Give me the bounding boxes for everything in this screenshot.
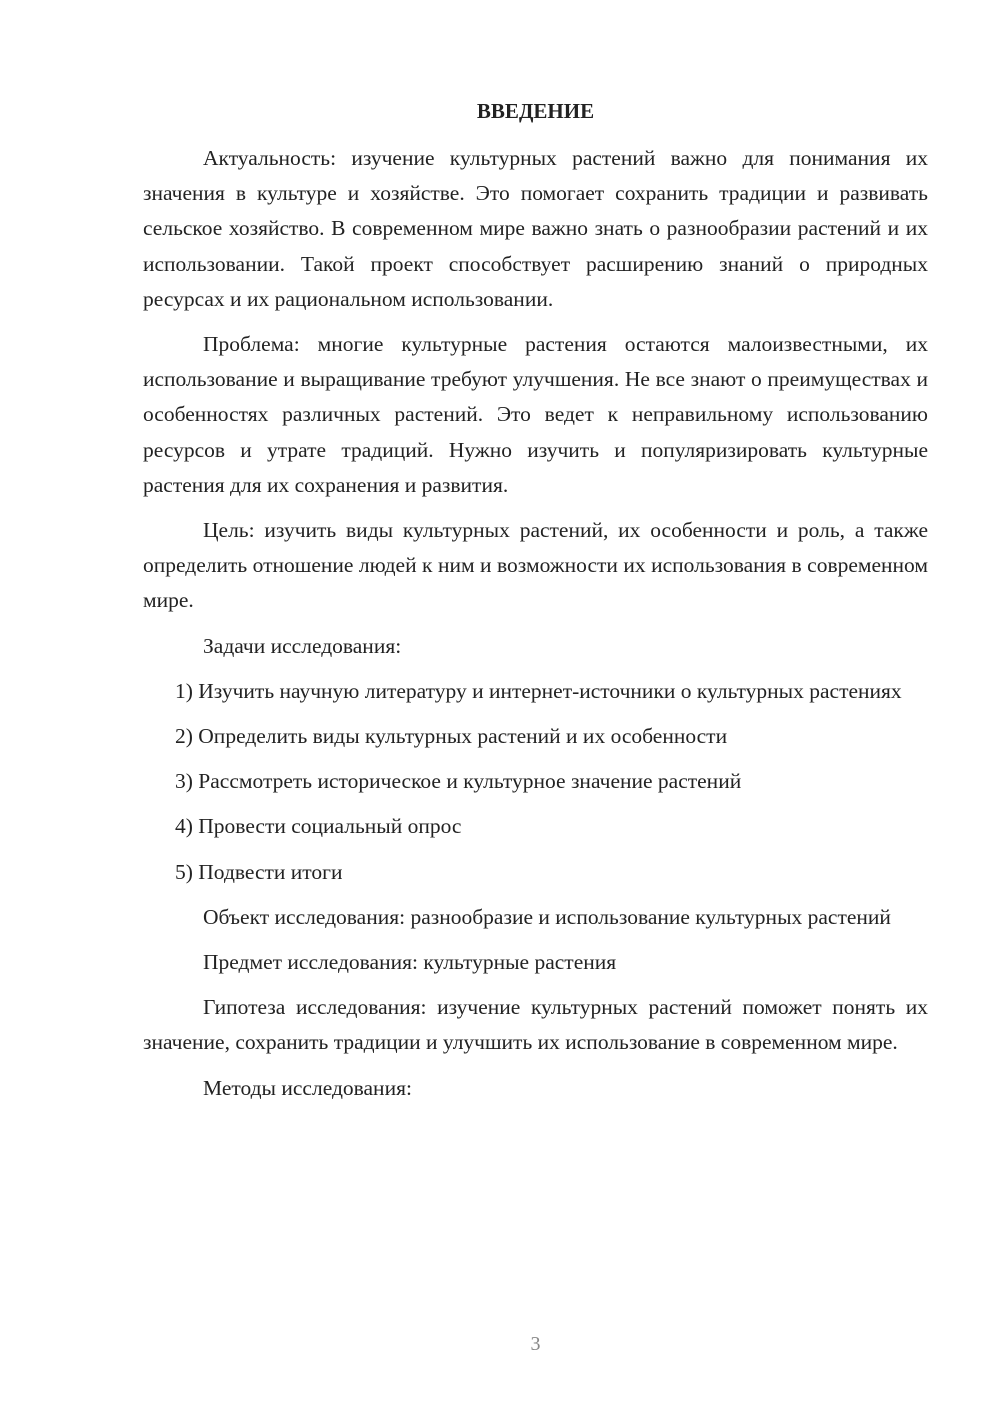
task-item-5: 5) Подвести итоги xyxy=(175,859,343,884)
paragraph-object: Объект исследования: разнообразие и использование культурных растений xyxy=(203,904,891,929)
paragraph-relevance: Актуальность: изучение культурных растений важно для понимания их значения в культуре и хозяйстве. Это помогает сохранить традиции и развивать сельское хозяйство. В современном мире важно знать о разнообразии растений и их использовании. Такой проект способствует расширению знаний о природных ресурсах и их рациональном использовании. xyxy=(143,146,928,311)
task-item-2: 2) Определить виды культурных растений и их особенности xyxy=(175,724,728,749)
paragraph-subject: Предмет исследования: культурные растения xyxy=(203,950,617,975)
page-title: ВВЕДЕНИЕ xyxy=(476,99,595,123)
paragraph-problem: Проблема: многие культурные растения остаются малоизвестными, их использование и выращивание требуют улучшения. Не все знают о преимуществах и особенностях различных растений. Это ведет к неправильному использованию ресурсов и утрате традиций. Нужно изучить и популяризировать культурные растения для их сохранения и развития. xyxy=(143,332,928,497)
task-item-3: 3) Рассмотреть историческое и культурное значение растений xyxy=(175,769,742,794)
document-page xyxy=(143,0,928,1414)
paragraph-hypothesis: Гипотеза исследования: изучение культурных растений поможет понять их значение, сохранить традиции и улучшить их использование в современном мире. xyxy=(143,995,928,1055)
task-item-1: 1) Изучить научную литературу и интернет-источники о культурных растениях xyxy=(175,678,902,703)
paragraph-methods: Методы исследования: xyxy=(203,1075,412,1100)
paragraph-tasks-heading: Задачи исследования: xyxy=(203,633,402,658)
document-body xyxy=(143,141,928,1116)
page-number: 3 xyxy=(530,1333,541,1355)
paragraph-goal: Цель: изучить виды культурных растений, их особенности и роль, а также определить отношение людей к ним и возможности их использования в современном мире. xyxy=(143,518,928,613)
task-item-4: 4) Провести социальный опрос xyxy=(175,814,462,839)
